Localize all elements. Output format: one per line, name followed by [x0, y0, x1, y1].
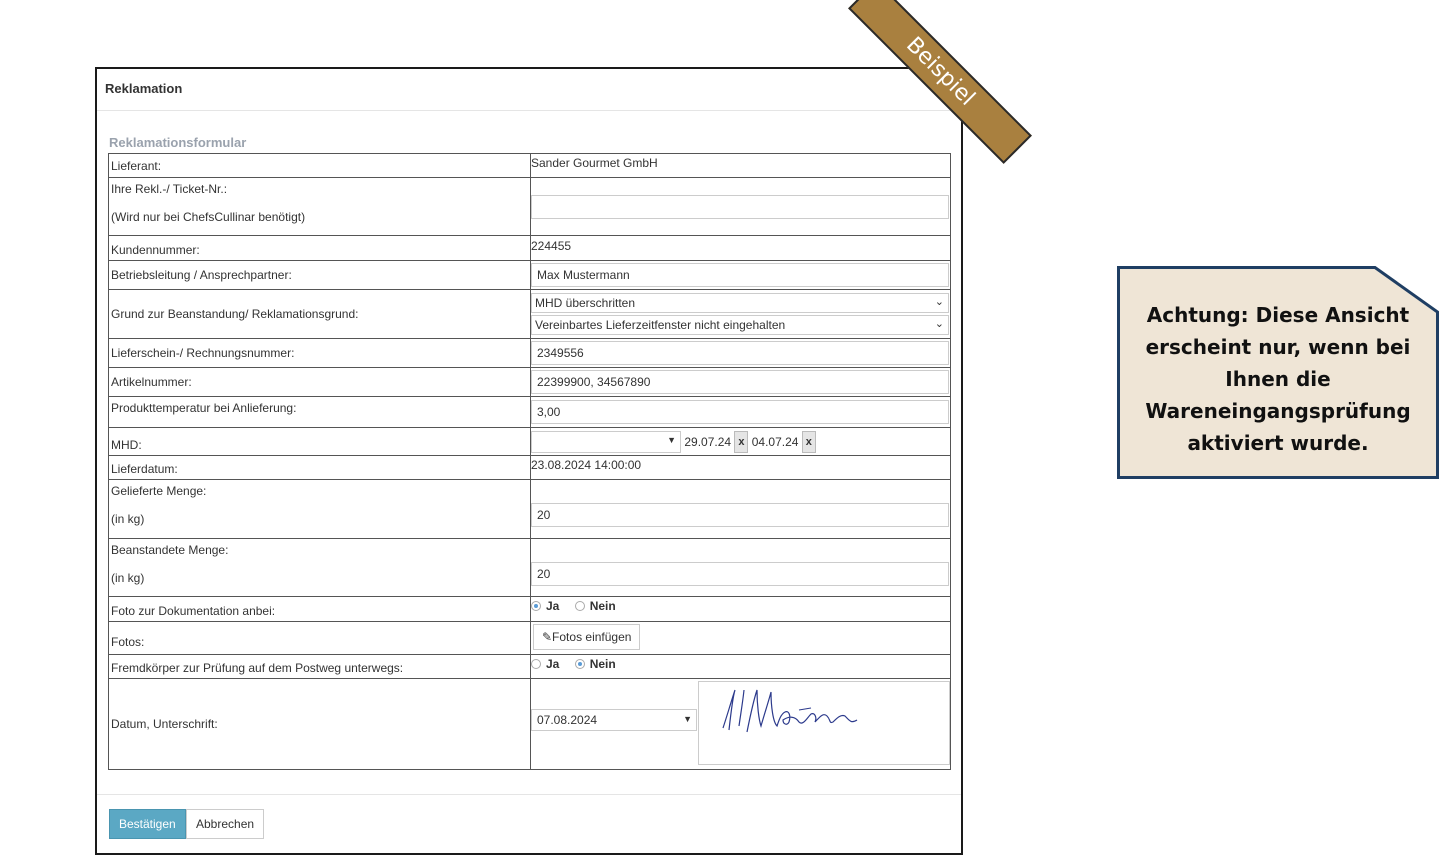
foto-doc-yes-radio[interactable]	[531, 601, 541, 611]
signature-pad[interactable]	[698, 681, 950, 765]
radio-label-yes: Ja	[546, 599, 560, 613]
bestaetigen-button[interactable]: Bestätigen	[109, 809, 186, 839]
datum-label: Datum, Unterschrift:	[109, 679, 531, 770]
geliefert-cell	[531, 480, 951, 539]
dialog-footer-divider	[97, 794, 961, 795]
ticket-label-cell	[109, 178, 531, 236]
note-callout	[1117, 266, 1439, 479]
chevron-down-icon: ⌄	[934, 318, 944, 330]
mhd-cell	[531, 428, 951, 456]
fremd-yes-radio[interactable]	[531, 659, 541, 669]
ticket-cell	[531, 178, 951, 236]
reklamation-dialog	[95, 67, 963, 855]
remove-tag-button[interactable]: x	[734, 431, 748, 453]
grund-select-2-value: Vereinbartes Lieferzeitfenster nicht eingehalten	[535, 318, 786, 332]
grund-select-1-value: MHD überschritten	[535, 296, 636, 310]
grund-cell	[531, 290, 951, 339]
mhd-select[interactable]	[531, 431, 681, 453]
artikel-label: Artikelnummer:	[109, 368, 531, 397]
grund-select-2[interactable]	[531, 315, 949, 335]
caret-down-icon: ▼	[683, 714, 692, 724]
lieferdatum-value: 23.08.2024 14:00:00	[531, 456, 951, 480]
beanstandet-label: Beanstandete Menge:	[111, 543, 229, 557]
reklamation-form-table	[108, 153, 951, 770]
mhd-tag: 04.07.24	[751, 434, 799, 449]
row-ticket	[109, 178, 951, 236]
chevron-down-icon: ⌄	[934, 296, 944, 308]
temp-label: Produkttemperatur bei Anlieferung:	[109, 397, 531, 428]
beanstandet-cell	[531, 539, 951, 597]
datum-select[interactable]	[531, 709, 697, 731]
betrieb-cell	[531, 261, 951, 290]
ticket-hint: (Wird nur bei ChefsCullinar benötigt)	[111, 210, 306, 224]
dialog-title: Reklamation	[105, 81, 183, 96]
ticket-input[interactable]	[531, 195, 949, 219]
fotos-label: Fotos:	[109, 622, 531, 655]
row-kunden	[109, 236, 951, 261]
radio-label-yes: Ja	[546, 657, 560, 671]
fremd-cell	[531, 655, 951, 679]
betrieb-input[interactable]	[531, 263, 949, 287]
ticket-label: Ihre Rekl.-/ Ticket-Nr.:	[111, 182, 228, 196]
abbrechen-button[interactable]: Abbrechen	[186, 809, 264, 839]
row-grund	[109, 290, 951, 339]
remove-tag-button[interactable]: x	[802, 431, 816, 453]
kunden-value: 224455	[531, 236, 951, 261]
artikel-input[interactable]	[531, 370, 949, 394]
row-temperatur	[109, 397, 951, 428]
lieferschein-cell	[531, 339, 951, 368]
geliefert-input[interactable]	[531, 503, 949, 527]
beanstandet-label-cell	[109, 539, 531, 597]
row-lieferschein	[109, 339, 951, 368]
kunden-label: Kundennummer:	[109, 236, 531, 261]
geliefert-label: Gelieferte Menge:	[111, 484, 207, 498]
fotos-einfuegen-button[interactable]: ✎Fotos einfügen	[533, 624, 640, 650]
datum-value: 07.08.2024	[537, 713, 598, 727]
lieferschein-input[interactable]	[531, 341, 949, 365]
radio-label-no: Nein	[589, 657, 616, 671]
lieferant-value: Sander Gourmet GmbH	[531, 154, 951, 178]
row-beanstandet	[109, 539, 951, 597]
row-datum-unterschrift	[109, 679, 951, 770]
mhd-tag: 29.07.24	[684, 434, 732, 449]
row-foto-doc	[109, 597, 951, 622]
beispiel-ribbon: Beispiel	[848, 0, 1032, 164]
row-mhd	[109, 428, 951, 456]
row-artikel	[109, 368, 951, 397]
row-lieferant	[109, 154, 951, 178]
foto-doc-label: Foto zur Dokumentation anbei:	[109, 597, 531, 622]
geliefert-label-cell	[109, 480, 531, 539]
caret-down-icon: ▼	[667, 434, 676, 445]
foto-doc-no-radio[interactable]	[575, 601, 585, 611]
section-title: Reklamationsformular	[109, 135, 247, 150]
fotos-cell	[531, 622, 951, 655]
lieferdatum-label: Lieferdatum:	[109, 456, 531, 480]
radio-label-no: Nein	[589, 599, 616, 613]
dialog-header	[97, 69, 961, 111]
fremd-label: Fremdkörper zur Prüfung auf dem Postweg unterwegs:	[109, 655, 531, 679]
temp-input[interactable]	[531, 400, 949, 424]
betrieb-label: Betriebsleitung / Ansprechpartner:	[109, 261, 531, 290]
row-fotos	[109, 622, 951, 655]
foto-doc-cell	[531, 597, 951, 622]
temp-cell	[531, 397, 951, 428]
row-fremdkoerper	[109, 655, 951, 679]
mhd-label: MHD:	[109, 428, 531, 456]
row-geliefert	[109, 480, 951, 539]
datum-cell	[531, 679, 951, 770]
signature-image	[699, 682, 951, 766]
note-text: Achtung: Diese Ansicht erscheint nur, wenn bei Ihnen die Wareneingangsprüfung aktiviert wurde.	[1145, 303, 1411, 455]
lieferant-label: Lieferant:	[109, 154, 531, 178]
row-lieferdatum	[109, 456, 951, 480]
artikel-cell	[531, 368, 951, 397]
grund-label: Grund zur Beanstandung/ Reklamationsgrund:	[109, 290, 531, 339]
lieferschein-label: Lieferschein-/ Rechnungsnummer:	[109, 339, 531, 368]
fremd-no-radio[interactable]	[575, 659, 585, 669]
row-betrieb	[109, 261, 951, 290]
geliefert-unit: (in kg)	[111, 512, 145, 526]
beanstandet-input[interactable]	[531, 562, 949, 586]
beanstandet-unit: (in kg)	[111, 571, 145, 585]
grund-select-1[interactable]	[531, 293, 949, 313]
